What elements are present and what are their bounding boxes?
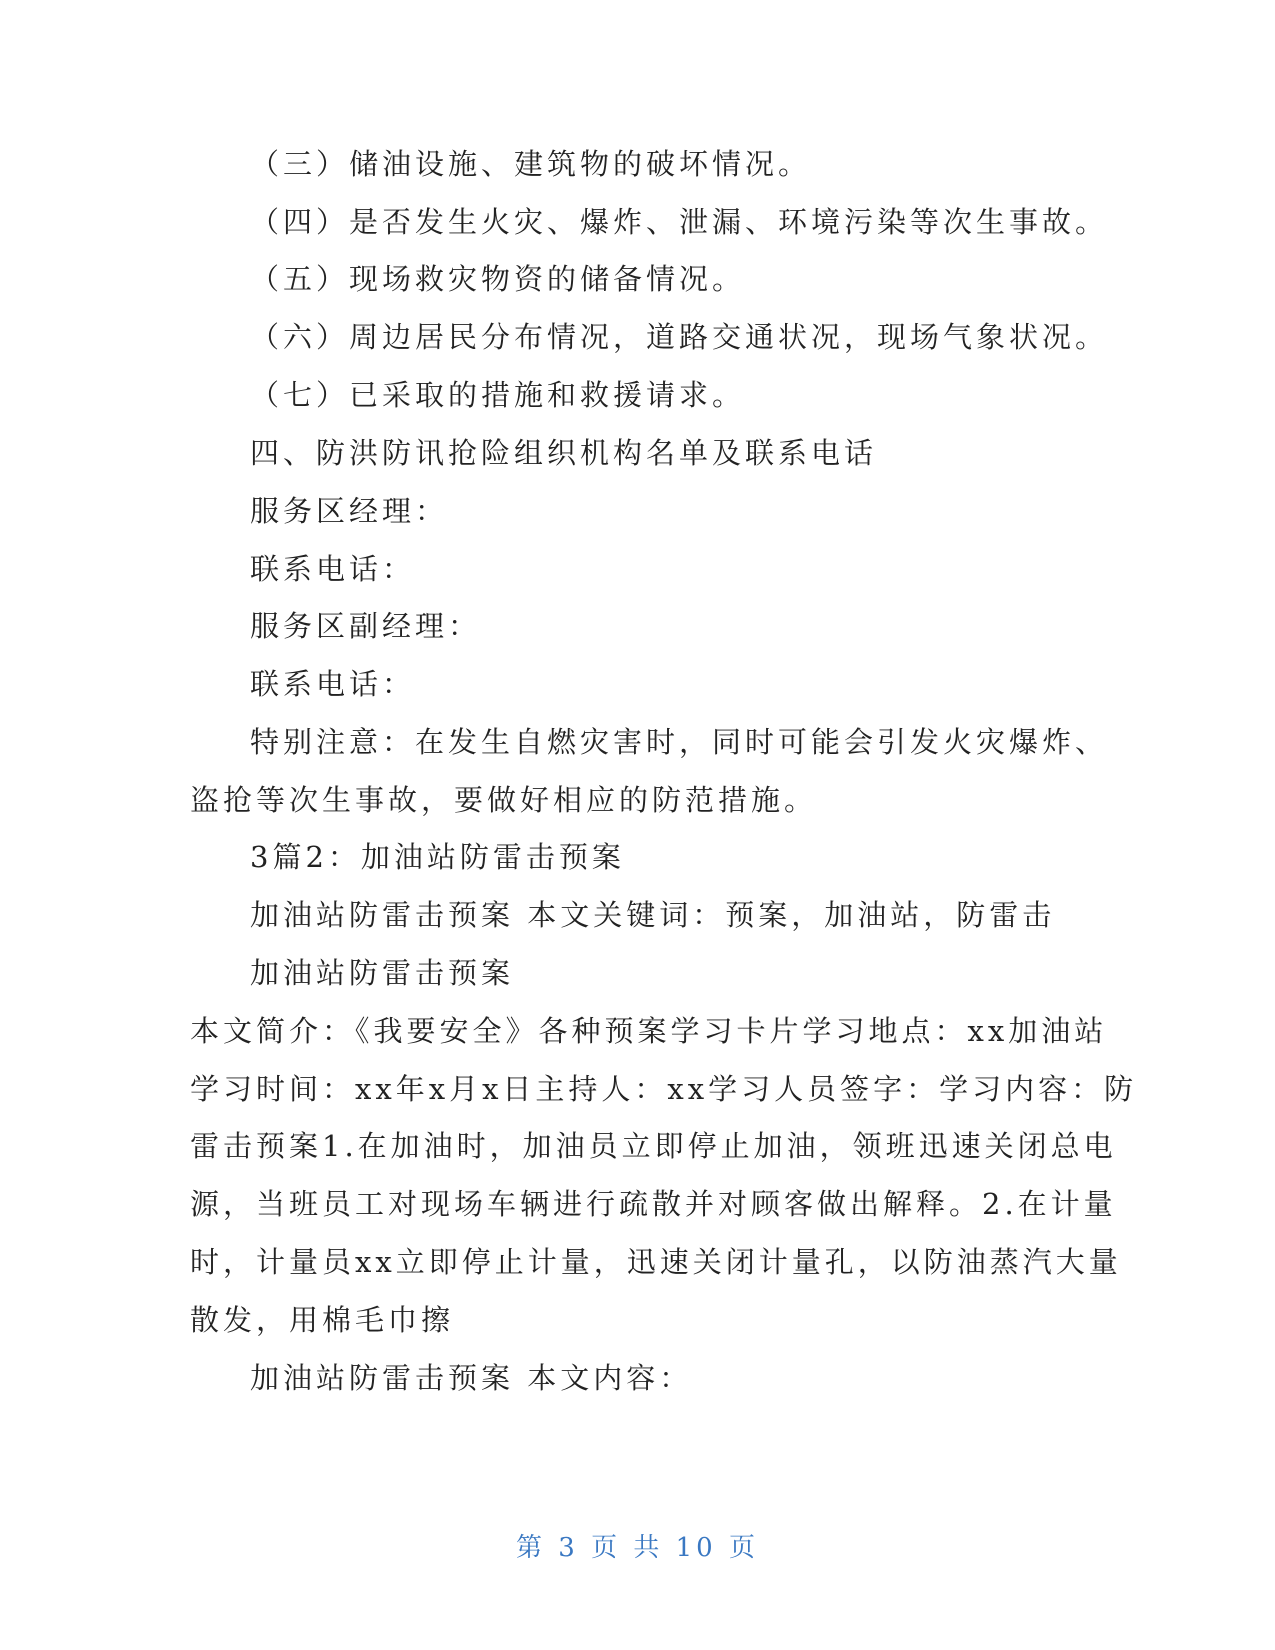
list-item-4: （四）是否发生火灾、爆炸、泄漏、环境污染等次生事故。	[250, 205, 1109, 239]
list-item-5: （五）现场救灾物资的储备情况。	[250, 262, 746, 296]
summary-line-1: 本文简介：《我要安全》各种预案学习卡片学习地点：xx加油站	[190, 1014, 1108, 1048]
deputy-phone-label: 联系电话：	[250, 667, 416, 701]
special-note-line-2: 盗抢等次生事故，要做好相应的防范措施。	[190, 783, 818, 817]
summary-line-4: 源，当班员工对现场车辆进行疏散并对顾客做出解释。2.在计量	[190, 1187, 1117, 1221]
summary-line-3: 雷击预案1.在加油时，加油员立即停止加油，领班迅速关闭总电	[190, 1129, 1117, 1163]
deputy-manager-label: 服务区副经理：	[250, 609, 482, 643]
list-item-6: （六）周边居民分布情况，道路交通状况，现场气象状况。	[250, 320, 1109, 354]
article-title: 3篇2：加油站防雷击预案	[250, 840, 625, 874]
section-heading: 四、防洪防讯抢险组织机构名单及联系电话	[250, 436, 878, 470]
summary-line-6: 散发，用棉毛巾擦	[190, 1303, 455, 1337]
summary-line-2: 学习时间：xx年x月x日主持人：xx学习人员签字：学习内容：防	[190, 1072, 1138, 1106]
list-item-7: （七）已采取的措施和救援请求。	[250, 378, 746, 412]
summary-line-5: 时，计量员xx立即停止计量，迅速关闭计量孔，以防油蒸汽大量	[190, 1245, 1122, 1279]
keywords-line: 加油站防雷击预案 本文关键词：预案，加油站，防雷击	[250, 898, 1056, 932]
special-note-line-1: 特别注意：在发生自燃灾害时，同时可能会引发火灾爆炸、	[250, 725, 1109, 759]
content-heading: 加油站防雷击预案 本文内容：	[250, 1361, 693, 1395]
list-item-3: （三）储油设施、建筑物的破坏情况。	[250, 147, 812, 181]
manager-label: 服务区经理：	[250, 494, 449, 528]
page-number-footer: 第 3 页 共 10 页	[516, 1533, 759, 1563]
manager-phone-label: 联系电话：	[250, 552, 416, 586]
article-subtitle: 加油站防雷击预案	[250, 956, 515, 990]
